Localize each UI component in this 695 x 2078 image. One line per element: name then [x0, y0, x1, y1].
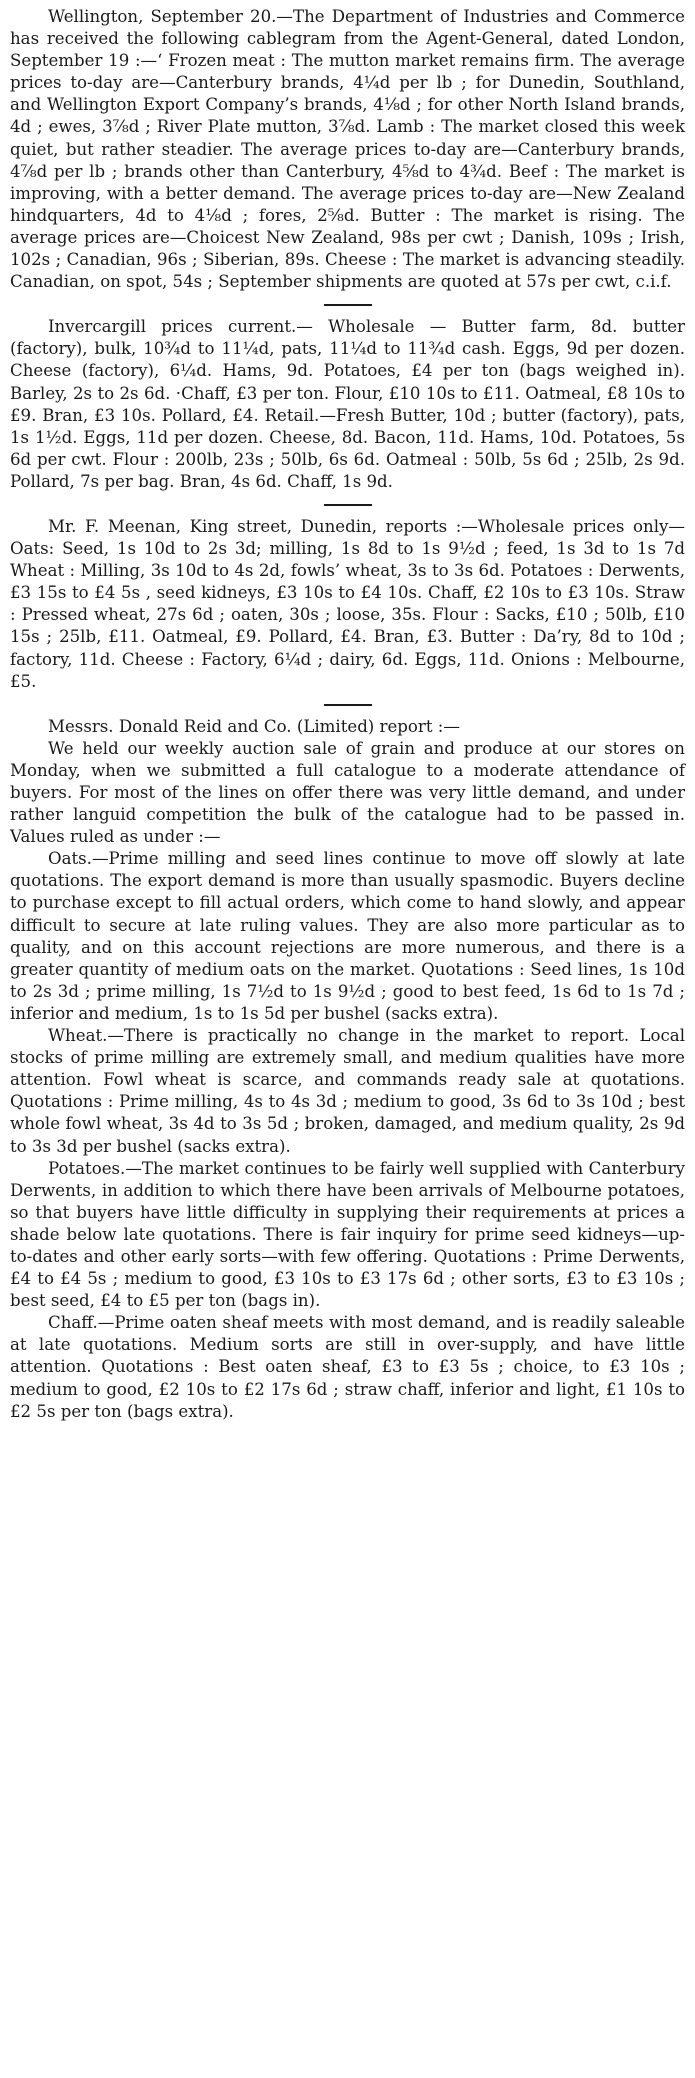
report-heading: Messrs. Donald Reid and Co. (Limited) report :—	[48, 716, 460, 736]
section-divider	[324, 704, 372, 706]
article-wellington-cablegram	[10, 6, 685, 293]
oats-paragraph: Oats.—Prime milling and seed lines continue to move off slowly at late quotations. The export demand is more than usually spasmodic. Buyers decline to purchase except to fill actual orders, which come to hand slowly, and appear difficult to secure at late ruling values. They are also more particular as to quality, and on this account rejections are more numerous, and there is a greater quantity of medium oats on the market. Quotations : Seed lines, 1s 10d to 2s 3d ; prime milling, 1s 7½d to 1s 9½d ; good to best feed, 1s 6d to 1s 7d ; inferior and medium, 1s to 1s 5d per bushel (sacks extra).	[10, 849, 685, 1023]
article-paragraph: We held our weekly auction sale of grain and produce at our stores on Monday, when we submitted a full catalogue to a moderate attendance of buyers. For most of the lines on offer there was very little demand, and under rather languid competition the bulk of the catalogue had to be passed in. Values ruled as under :—	[10, 738, 685, 847]
article-paragraph: Wellington, September 20.—The Department of Industries and Commerce has received the following cablegram from the Agent-General, dated London, September 19 :—‘ Frozen meat : The mutton market remains firm. The average prices to-day are—Canterbury brands, 4¼d per lb ; for Dunedin, Southland, and Wellington Export Company’s brands, 4⅛d ; for other North Island brands, 4d ; ewes, 3⅞d ; River Plate mutton, 3⅞d. Lamb : The market closed this week quiet, but rather steadier. The average prices to-day are—Canterbury brands, 4⅞d per lb ; brands other than Canterbury, 4⅝d to 4¾d. Beef : The market is improving, with a better demand. The average prices to-day are—New Zealand hindquarters, 4d to 4⅛d ; fores, 2⅝d. Butter : The market is rising. The average prices are—Choicest New Zealand, 98s per cwt ; Danish, 109s ; Irish, 102s ; Canadian, 96s ; Siberian, 89s. Cheese : The market is advancing steadily. Canadian, on spot, 54s ; September shipments are quoted at 57s per cwt, c.i.f.	[10, 7, 685, 292]
article-paragraph: Mr. F. Meenan, King street, Dunedin, reports :—Wholesale prices only—Oats: Seed, 1s 10d to 2s 3d; milling, 1s 8d to 1s 9½d ; feed, 1s 3d to 1s 7d Wheat : Milling, 3s 10d to 4s 2d, fowls’ wheat, 3s to 3s 6d. Potatoes : Derwents, £3 15s to £4 5s , seed kidneys, £3 10s to £4 10s. Chaff, £2 10s to £3 10s. Straw : Pressed wheat, 27s 6d ; oaten, 30s ; loose, 35s. Flour : Sacks, £10 ; 50lb, £10 15s ; 25lb, £11. Oatmeal, £9. Pollard, £4. Bran, £3. Butter : Da’ry, 8d to 10d ; factory, 11d. Cheese : Factory, 6¼d ; dairy, 6d. Eggs, 11d. Onions : Melbourne, £5.	[10, 516, 685, 691]
article-meenan-report	[10, 516, 685, 693]
article-donald-reid-report	[10, 716, 685, 1423]
article-invercargill-prices	[10, 316, 685, 493]
article-paragraph: Invercargill prices current.— Wholesale — Butter farm, 8d. butter (factory), bulk, 10¾d to 11¼d, pats, 11¼d to 11¾d cash. Eggs, 9d per dozen. Cheese (factory), 6¼d. Hams, 9d. Potatoes, £4 per ton (bags weighed in). Barley, 2s to 2s 6d. ·Chaff, £3 per ton. Flour, £10 10s to £11. Oatmeal, £8 10s to £9. Bran, £3 10s. Pollard, £4. Retail.—Fresh Butter, 10d ; butter (factory), pats, 1s 1½d. Eggs, 11d per dozen. Cheese, 8d. Bacon, 11d. Hams, 10d. Potatoes, 5s 6d per cwt. Flour : 200lb, 23s ; 50lb, 6s 6d. Oatmeal : 50lb, 5s 6d ; 25lb, 2s 9d. Pollard, 7s per bag. Bran, 4s 6d. Chaff, 1s 9d.	[10, 317, 685, 491]
potatoes-paragraph: Potatoes.—The market continues to be fairly well supplied with Canterbury Derwents, in addition to which there have been arrivals of Melbourne potatoes, so that buyers have little difficulty in supplying their requirements at prices a shade below late quotations. There is fair inquiry for prime seed kidneys—up-to-dates and other early sorts—with few offering. Quotations : Prime Derwents, £4 to £4 5s ; medium to good, £3 10s to £3 17s 6d ; other sorts, £3 to £3 10s ; best seed, £4 to £5 per ton (bags in).	[10, 1158, 685, 1311]
wheat-paragraph: Wheat.—There is practically no change in the market to report. Local stocks of prime milling are extremely small, and medium qualities have more attention. Fowl wheat is scarce, and commands ready sale at quotations. Quotations : Prime milling, 4s to 4s 3d ; medium to good, 3s 6d to 3s 10d ; best whole fowl wheat, 3s 4d to 3s 5d ; broken, damaged, and medium quality, 2s 9d to 3s 3d per bushel (sacks extra).	[10, 1026, 685, 1156]
section-divider	[324, 304, 372, 306]
chaff-paragraph: Chaff.—Prime oaten sheaf meets with most demand, and is readily saleable at late quotations. Medium sorts are still in over-supply, and have little attention. Quotations : Best oaten sheaf, £3 to £3 5s ; choice, to £3 10s ; medium to good, £2 10s to £2 17s 6d ; straw chaff, inferior and light, £1 10s to £2 5s per ton (bags extra).	[10, 1313, 685, 1421]
section-divider	[324, 504, 372, 506]
